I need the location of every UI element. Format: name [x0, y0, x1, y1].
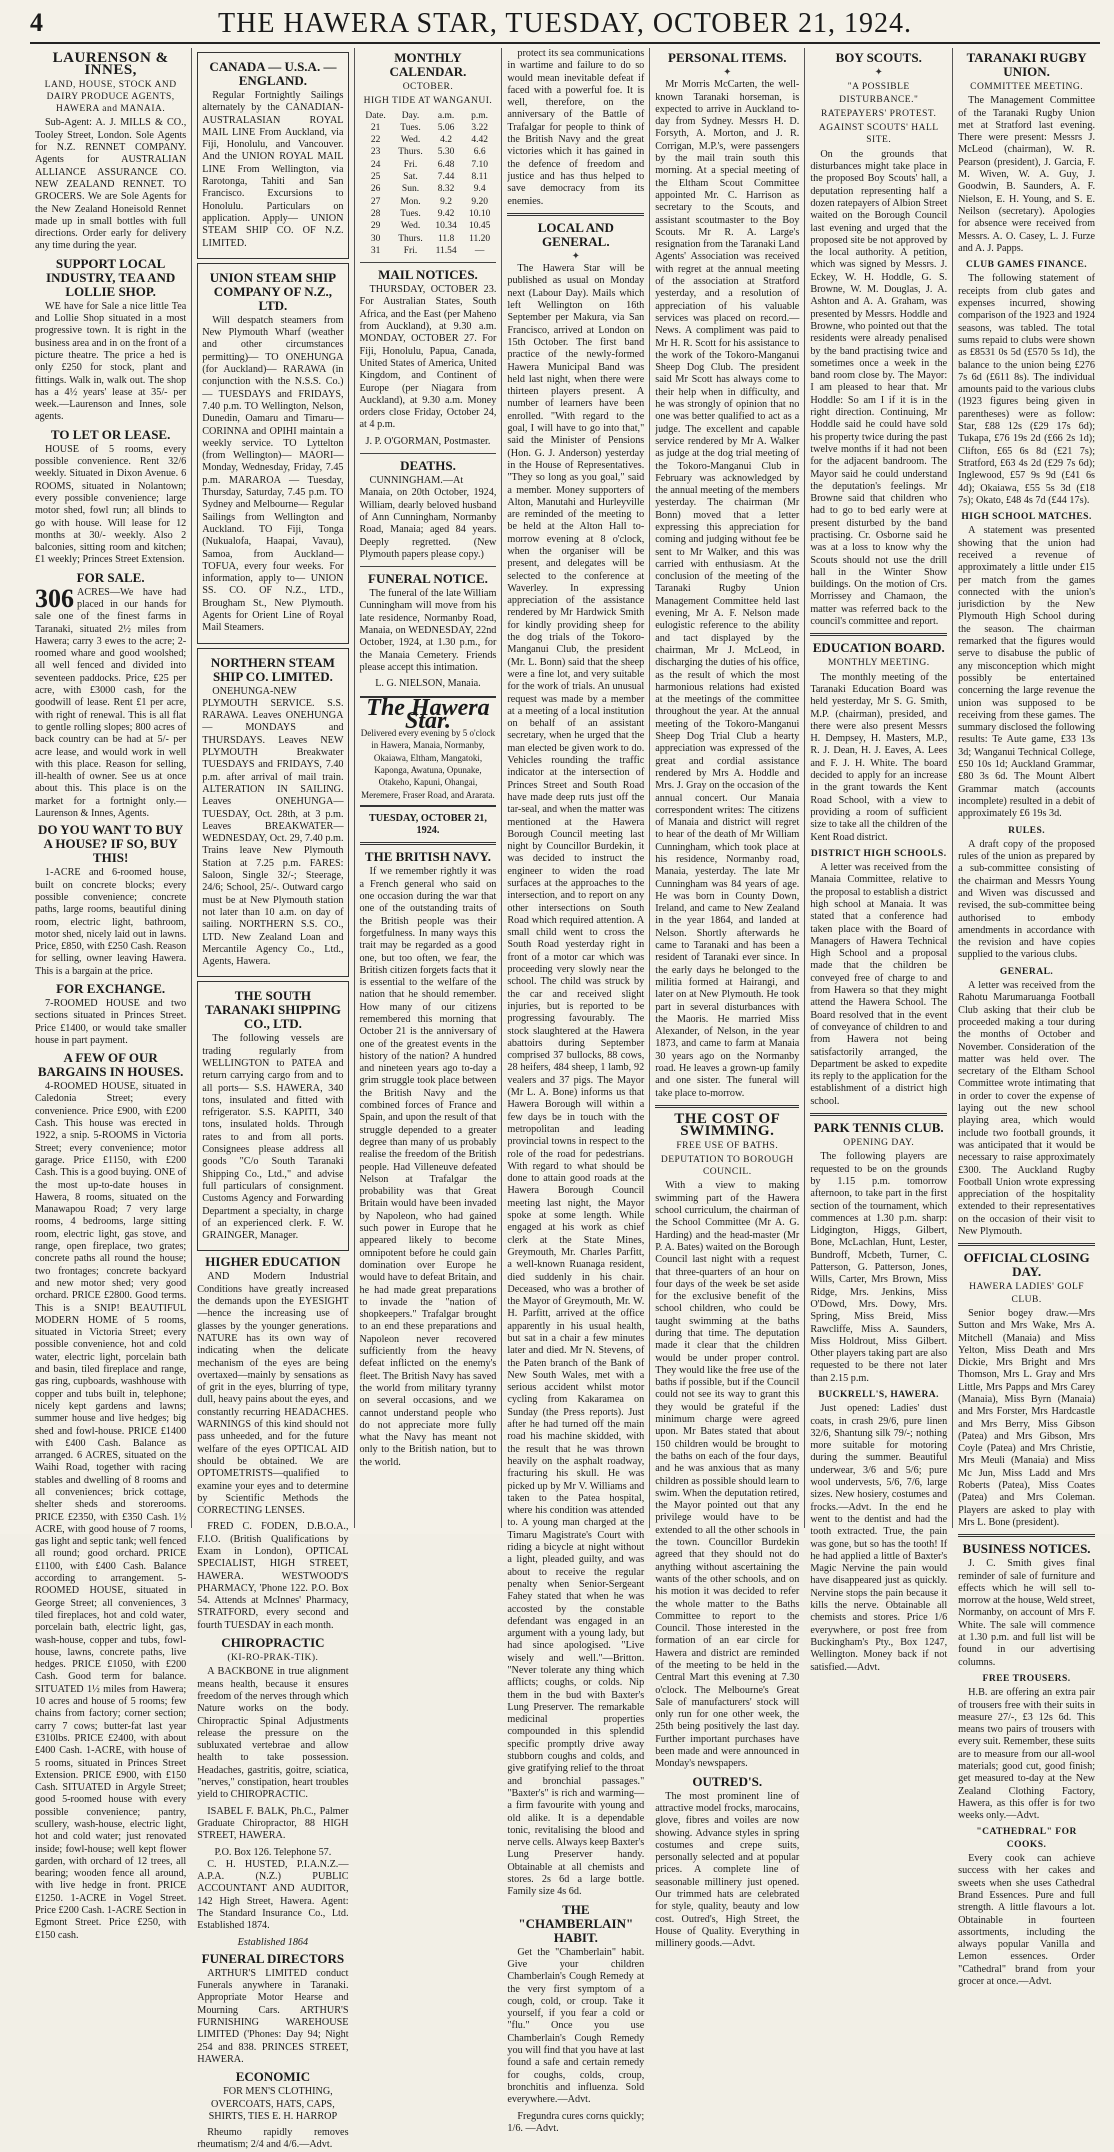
- article-text: On the grounds that disturbances might take place in the proposed Boy Scouts' hall, a deputation representing half a dozen ratepayers of Albion Street waited on the Borough Council last evening and urged that the proposed site be not approved by the local authority. A petition, which was signed by Messrs. J. Eckey, W. H. Hoddle, G. S. Browne, W. M. Douglas, J. A. Ashton and A. A. Graham, was presented by Messrs. Hoddle and Browne, who pointed out that the residents were already penalised by the band practising twice and sometimes once a week in the band room close by. The Mayor: I am pleased to hear that. Mr Hoddle: So am I if it is in the right direction. Continuing, Mr Hoddle said he could have sold his property twice during the past twelve months if it had not been for the adjacent bandroom. The Mayor said he could understand the deputation's feelings. Mr Browne said that children who had to go to bed early were at present disturbed by the band practising. Cr. Osborne said he was at a loss to know why the Scouts should not use the drill hall in the Winter Show buildings. On the motion of Crs. Morrissey and Chamaon, the matter was referred back to the council's committee and report.: [810, 148, 948, 628]
- advert-heading: HIGHER EDUCATION: [205, 1254, 341, 1270]
- article-subheading: HIGH SCHOOL MATCHES.: [961, 512, 1092, 523]
- advert-block: [35, 583, 187, 821]
- article-text: If we remember rightly it was a French general who said on one occasion during the war that one of the outstanding traits of the British people was their forgetfulness. In many ways this trait may be regarded as a good one, but too often, we fear, the British citizen forgets facts that it is essential to the welfare of the nation that he should remember. How many of our citizens remembered this morning that October 21 is the anniversary of one of the greatest events in the history of the nation? A hundred and nineteen years ago to-day a grim struggle took place between the British Navy and the combined forces of France and Spain, and upon the result of that struggle depended to a greater degree than many of us probably realise the freedom of the British people. Had Villeneuve defeated Nelson at Trafalgar the probability was that Great Britain would have been invaded by Napoleon, who had gained such power in Europe that he appeared likely to become omnipotent before he could gain domination over Europe he would have to defeat Britain, and he had made great preparations to invade the "nation of shopkeepers." Trafalgar brought to an end these preparations and Napoleon never recovered sufficiently from the heavy defeat inflicted on the enemy's fleet. The British Navy has saved the world from military tyranny on several occasions, and we cannot understand people who do not appreciate more fully what the Navy has meant not only to the British nation, but to the world.: [359, 866, 497, 1468]
- article-text: The Hawera Star will be published as usual on Monday next (Labour Day). Mails which left Wellington on 16th September per Makura, via San Francisco, arrived at London on 15th October. The first band practice of the newly-formed Hawera Municipal Band was held last night, when there were thirteen players present. A number of learners have been enrolled. "With regard to the goal, I will have to go into that," said the Minister of Pensions (Hon. G. J. Anderson) yesterday in the House of Representatives. "They so long as you goal," said a member. Money supporters of Alton, Manutahi and Hurleyville are reminded of the meeting to be held at the Alton Hall to-morrow evening at 8 o'clock, when the organiser will be present, and delegates will be selected to the conference at Waverley. In expressing appreciation of the assistance rendered by Mr Hardwick Smith for kindly providing sheep for the dog trials of the Tokoro-Manganui Club, the president (Mr. L. Bonn) said that the sheep were a fine lot, and very suitable for the work of trials. An unusual request was made by a member at a meeting of a local institution on behalf of an assistant secretary, when he urged that the man elected be given work to do. Vehicles rounding the traffic indicator at the intersection of Princes Street and South Road have made deep ruts just off the tar-seal, and when the matter was mentioned at the Hawera Borough Council meeting last night by Councillor Burdekin, it was decided to instruct the engineer to widen the road surfaces at the approaches to the intersection, and to report on any other intersections on South Road which required attention. A small child went to cross the South Road yesterday right in front of a motor car which was proceeding very slowly near the school. The child was struck by the car and received slight injuries, but is reported to be progressing favourably. The stock slaughtered at the Hawera abattoirs during September comprised 37 bullocks, 88 cows, 28 heifers, 484 sheep, 1 lamb, 92 vealers and 37 pigs. The Mayor (Mr L. A. Bone) informs us that Hawera Borough will within a few days be in touch with the metropolitan and leading provincial towns in respect to the role of the road for pedestrians. With regard to what should be done to attain good roads at the Hawera Borough Council meeting last night, the Mayor spoke at some length. While engaged at his work as chief clerk at the State Mines, Greymouth, Mr. Charles Parfitt, a well-known Ruanaga resident, died suddenly in his chair. Deceased, who was a brother of the Mayor of Greymouth, Mr. W. H. Parfitt, arrived at the office apparently in his usual health, but sat in a chair a few minutes later and died. Mr N. Stevens, of the Paten branch of the Bank of New South Wales, met with a serious accident whilst motor cycling from Kakaramea on Sunday (the Press reports). Just after he had turned off the main road his machine skidded, with the result that he was thrown heavily on the asphalt roadway, fracturing his skull. He was picked up by Mr V. Williams and taken to the Patea hospital, where his condition was attended to. A young man charged at the Timaru Magistrate's Court with riding a bicycle at night without a light, pleaded guilty, and was about to receive the regular penalty when Senior-Sergeant Fahey stated that when he was accosted by the constable defendant was engaged in an argument with a young lady, but had since apologised. "Live wisely and well."—Britton. "Never tolerate any thing which afflicts; coughs, or colds. Nip them in the bud with Baxter's Lung Preserver. The remarkable medicinal properties compounded in this splendid specific promptly drive away stubborn coughs and colds, and give gratifying relief to the throat and bronchial passages." "Baxter's" is rich and warming—a firm favourite with young and old alike. It is a dependable tonic, revitalising the blood and nerve cells. Always keep Baxter's Lung Preserver handy. Obtainable at all chemists and stores. 2s 6d a large bottle. Family size 4s 6d.: [507, 263, 645, 1898]
- advert-text: FRED C. FODEN, D.B.O.A., F.I.O. (British Qualifications by Exam in London), OPTICAL SPECIALIST, HIGH STREET, HAWERA. WESTWOOD'S PHARMACY, 'Phone 122. P.O. Box 54. Attends at McInnes' Pharmacy, STRATFORD, every second and fourth TUESDAY in each month.: [197, 1521, 349, 1631]
- tide-cell: 11.8: [437, 233, 455, 244]
- article-text: Senior bogey draw.—Mrs Sutton and Mrs Wake, Mrs A. Mitchell (Manaia) and Miss Yelton, Miss Death and Mrs Dickie, Mrs Bright and Mrs Thomson, Mrs L. Gray and Mrs Little, Mrs Papps and Mrs Carey (Manaia), Miss Byrn (Manaia) and Mrs Forster, Mrs Hardcastle and Mrs Berry, Miss Gibson (Patea) and Mrs Gibson, Mrs Coyle (Patea) and Mrs Christie, Mrs Meuli (Manaia) and Miss Mc Jun, Miss Ladd and Mrs Roberts (Patea), Miss Coates (Patea) and Mrs Coleman. Players are asked to play with Mrs L. Bone (president).: [958, 1307, 1096, 1528]
- article-text: The following statement of receipts from club gates and expenses incurred, showing comparison of the 1923 and 1924 seasons, was tabled. The total sums repaid to clubs were shown as £8531 0s 5d (£570 5s 1d), the balance to the union being £276 7s 6d (£611 8s). The individual amounts paid to the various clubs (1923 figures being given in parentheses) were as follow: Star, £88 12s (£29 17s 6d); Tukapa, £76 19s 2d (£66 2s 1d); Clifton, £65 6s 8d (£21 7s); Stratford, £63 4s 2d (£29 7s 6d); Inglewood, £57 9s 9d (£41 6s 4d); Okaiawa, £55 5s 3d (£18 7s); Okato, £48 4s 7d (£44 17s).: [958, 273, 1096, 506]
- column-4: protect its sea communications in wartime and failure to do so would mean inevitable defeat if faced with a powerful foe. It is well, therefore, on the anniversary of the Battle of Trafalgar for people to think of the British Navy and the great victories which it has gained in the defence of freedom and justice and has thus helped to save democracy from its enemies. LOCAL AND GENERAL. ✦ The Hawera Star will be published as usual on Monday next (Labour Day). Mails which left Wellington on 16th September per Makura, via San Francisco, arrived at London on 15th October. The first band practice of the newly-formed Hawera Municipal Band was held last night, when there were thirteen players present. A number of learners have been enrolled. "With regard to the goal, I will have to go into that," said the Minister of Pensions (Hon. G. J. Anderson) yesterday in the House of Representatives. "They so long as you goal," said a member. Money supporters of Alton, Manutahi and Hurleyville are reminded of the meeting to be held at the Alton Hall to-morrow evening at 8 o'clock, when the organiser will be present, and delegates will be selected to the conference at Waverley. In expressing appreciation of the assistance rendered by Mr Hardwick Smith for kindly providing sheep for the dog trials of the Tokoro-Manganui Club, the president (Mr. L. Bonn) said that the sheep were a fine lot, and very suitable for the work of trials. An unusual request was made by a member at a meeting of a local institution on behalf of an assistant secretary, when he urged that the man elected be given work to do. Vehicles rounding the traffic indicator at the intersection of Princes Street and South Road have made deep ruts just off the tar-seal, and when the matter was mentioned at the Hawera Borough Council meeting last night by Councillor Burdekin, it was decided to instruct the engineer to widen the road surfaces at the approaches to the intersection, and to report on any other intersections on South Road which required attention. A small child went to cross the South Road yesterday right in front of a motor car which was proceeding very slowly near the school. The child was struck by the car and received slight injuries, but is reported to be progressing favourably. The stock slaughtered at the Hawera abattoirs during September comprised 37 bullocks, 88 cows, 28 heifers, 484 sheep, 1 lamb, 92 vealers and 37 pigs. The Mayor (Mr L. A. Bone) informs us that Hawera Borough will within a few days be in touch with the metropolitan and leading provincial towns in respect to the role of the road for pedestrians. With regard to what should be done to attain good roads at the Hawera Borough Council meeting last night, the Mayor spoke at some length. While engaged at his work as chief clerk at the State Mines, Greymouth, Mr. Charles Parfitt, a well-known Ruanaga resident, died suddenly in his chair. Deceased, who was a brother of the Mayor of Greymouth, Mr. W. H. Parfitt, arrived at the office apparently in his usual health, but sat in a chair a few minutes later and died. Mr N. Stevens, of the Paten branch of the Bank of New South Wales, met with a serious accident whilst motor cycling from Kakaramea on Sunday (the Press reports). Just after he had turned off the main road his machine skidded, with the result that he was thrown heavily on the asphalt roadway, fracturing his skull. He was picked up by Mr V. Williams and taken to the Patea hospital, where his condition was attended to. A young man charged at the Timaru Magistrate's Court with riding a bicycle at night without a light, pleaded guilty, and was about to receive the regular penalty when Senior-Sergeant Fahey stated that when he was accosted by the constable defendant was engaged in an argument with a young lady, but had since apologised. "Live wisely and well."—Britton. "Never tolerate any thing which afflicts; coughs, or colds. Nip them in the bud with Baxter's Lung Preserver. The remarkable medicinal properties compounded in this splendid specific promptly drive away stubborn coughs and colds, and give gratifying relief to the throat and bronchial passages." "Baxter's" is rich and warming—a firm favourite with young and old alike. It is a dependable tonic, revitalising the blood and nerve cells. Always keep Baxter's Lung Preserver handy. Obtainable at all chemists and stores. 2s 6d a large bottle. Family size 4s 6d. THE "CHAMBERLAIN" HABIT. Get the "Chamberlain" habit. Give your children Chamberlain's Cough Remedy at the very first symptom of a cough, cold, or croup. Take it yourself, if you fear a cold or "flu." Once you use Chamberlain's Cough Remedy you will find that you have at last found a safe and certain remedy for coughs, colds, croup, bronchitis and influenza. Sold everywhere.—Advt. Fregundra cures corns quickly; 1/6. —Advt.: [501, 48, 649, 1528]
- calendar-heading: MONTHLY CALENDAR.: [389, 50, 467, 79]
- tide-cell: Mon.: [400, 196, 421, 207]
- article-heading: TARANAKI RUGBY UNION.: [966, 50, 1087, 79]
- article-heading: PARK TENNIS CLUB.: [813, 1120, 944, 1136]
- tide-cell: 31: [370, 245, 381, 256]
- column-2: [191, 48, 353, 2151]
- article-text: Every cook can achieve success with her cakes and sweets when she uses Cathedral Brand Essences. Pure and full strength. A little flavours a lot. Obtainable in fourteen assortments, including the always popular Vanilla and Lemon essences. Order "Cathedral" brand from your grocer at once.—Advt.: [958, 1853, 1096, 1988]
- advert-text: 4-ROOMED HOUSE, situated in Caledonia Street; every convenience. Price £900, with £200 Cash. This house was erected in 1922, a snip. 5-ROOMS in Victoria Street; every convenience; motor garage. Price £1150, with £200 Cash. This is a good buying. ONE of the most up-to-date houses in Hawera, 8 rooms, situated on the Manawapou Road; 7 very large rooms, 4 bedrooms, large sitting room, electric light, gas stove, and range, open fireplace, two grates; concrete paths all round the house; two frontages; concrete backyard and new motor shed; very good orchard. PRICE £2800. Good terms. This is a SNIP! BEAUTIFUL MODERN HOME of 5 rooms, situated in Victoria Street; every possible convenience, hot and cold water, electric light, porcelain bath and basin, tiled fireplace and range, gas ring, cupboards, washhouse with copper and tubs built in, telephone; nicely kept gardens and lawns; summer house and live hedges; big shed and fowl-house. PRICE £1400 with £400 Cash. Balance as arranged. 6 ACRES, situated on the Waihi Road, together with racing stables and dwelling of 8 rooms and all conveniences; brick cottage, shelter sheds and storerooms. PRICE £2350, with £350 Cash. 1½ ACRE, with good house of 7 rooms, gas light and septic tank; well fenced all round; good orchard. PRICE £1100, with £400 Cash. Balance according to arrangement. 5-ROOMED HOUSE, situated in George Street; all conveniences, 3 tiled fireplaces, hot and cold water, porcelain bath, electric light, gas, wash-house, copper and tubs, fowl-house, lawns, concrete paths, live hedges. PRICE £1050, with £200 Cash. Good term for balance. SITUATED 1½ miles from Hawera; 10 acres and house of 5 rooms; few chains from factory; corner section; carry 7 cows; butter-fat last year £310lbs. PRICE £2400, with about £400 Cash. 1-ACRE, with house of 5 rooms, situated in Princes Street Extension. PRICE £900, with £150 Cash. SITUATED in Argyle Street; good 5-roomed house with every possible convenience; pantry, scullery, wash-house, electric light, hot and cold water; just renovated inside; fowl-house; well kept flower garden, with orchard of 12 trees, all bearing; wooden fence all around, with live hedge in front. PRICE £1250. 1-ACRE in Vogel Street. Price £200 Cash. 1-ACRE Section in Egmont Street. Price £250, with £150 cash.: [35, 1081, 187, 1941]
- article-heading: EDUCATION BOARD.: [812, 640, 945, 656]
- notice-text: THURSDAY, OCTOBER 23. For Australian States, South Africa, and the East (per Maheno from Auckland), at 9.30 a.m. MONDAY, OCTOBER 27. For Fiji, Honolulu, Papua, Canada, United States of America, United Kingdom, and Continent of Europe (per Niagara from Auckland), at 9.30 a.m. Money orders close Friday, October 24, at 4 p.m.: [359, 284, 497, 431]
- article-subheading: OPENING DAY.: [843, 1138, 915, 1149]
- star-masthead: [360, 696, 497, 806]
- advert-subheading: (KI-RO-PRAK-TIK).: [227, 1653, 319, 1664]
- article-subheading: COMMITTEE MEETING.: [970, 82, 1084, 92]
- article-text: Fregundra cures corns quickly; 1/6. —Advt.: [507, 2110, 645, 2134]
- article-text: A letter was received from the Rahotu Marumaruanga Football Club asking that their club be proceeded making a tour during the months of October and November. Consideration of the matter was held over. The secretary of the Eltham School Committee wrote intimating that in order to cover the expense of laying out the new school playing area, which would include two football grounds, it was anticipated that it would be necessary to raise approximately £300. The Auckland Rugby Football Union wrote expressing appreciation of the hospitality extended to their representatives on the occasion of their visit to New Plymouth.: [958, 980, 1096, 1238]
- tide-cell: 11.20: [469, 233, 491, 244]
- tide-cell: 26: [370, 184, 381, 195]
- article-text: protect its sea communications in wartime and failure to do so would mean inevitable defeat if faced with a powerful foe. It is well, therefore, on the anniversary of the Battle of Trafalgar for people to think of the British Navy and the great victories which it has gained in the defence of freedom and justice and has thus helped to save democracy from its enemies.: [507, 48, 645, 207]
- notice-signature: J. P. O'GORMAN, Postmaster.: [365, 435, 491, 447]
- advert-text: ONEHUNGA-NEW PLYMOUTH SERVICE. S.S. RARAWA. Leaves ONEHUNGA— MONDAYS and THURSDAYS. Leaves NEW PLYMOUTH Breakwater TUESDAYS and FRIDAYS, 7.40 p.m. after arrival of mail train. ALTERATION IN SAILING. Leaves ONEHUNGA— TUESDAY, Oct. 28th, at 3 p.m. Leaves BREAKWATER— WEDNESDAY, Oct. 29, 7.40 p.m. Trains leave New Plymouth Station at 7.25 p.m. FARES: Saloon, Single 32/-; Steerage, 24/6; School, 25/-. Outward cargo must be at New Plymouth station not later than 10 a.m. on day of sailing. NORTHERN S.S. CO., LTD. New Zealand Loan and Mercantile Agency Co., Ltd., Agents, Hawera.: [202, 685, 344, 968]
- tide-cell: —: [474, 245, 485, 256]
- tide-row: [360, 122, 497, 134]
- advert-text: Rheumo rapidly removes rheumatism; 2/4 and 4/6.—Advt.: [197, 2127, 349, 2151]
- advert-heading: LAURENSON & INNES,: [52, 50, 169, 79]
- notice-heading: DEATHS.: [400, 458, 456, 474]
- advert-heading: FOR EXCHANGE.: [56, 981, 166, 996]
- article-text: The most prominent line of attractive model frocks, marocains, glove, fibres and voiles are now showing. Advance styles in spring costumes and crepe suits, personally selected and at popular prices. A complete line of seasonable millinery just opened. Our trimmed hats are celebrated for style, quality, beauty and low cost. Outred's, High Street, the House of Quality. Everything in millinery goods.—Advt.: [655, 1790, 800, 1950]
- tide-cell: Sun.: [401, 184, 420, 195]
- article-heading: THE "CHAMBERLAIN" HABIT.: [518, 1901, 634, 1945]
- article-text: The following players are requested to be on the grounds by 1.15 p.m. tomorrow afternoon, to take part in the first section of the tournament, which commences at 1.30 p.m. sharp: Lidgington, Higgs, Gilbert, Bone, McLachlan, Hunt, Lester, Bundroff, Mcbeth, Turner, C. Patterson, G. Patterson, Jones, Wills, Carter, Mrs Brown, Miss Ridge, Mrs. Jenkins, Miss O'Dowd, Mrs. Dowy, Mrs. Spring, Miss Breid, Miss Rawcliffe, Miss A. Saunders, Miss Holdrout, Miss Gilbert. Other players taking part are also requested to be there not later than 2.15 p.m.: [810, 1151, 948, 1384]
- article-text: With a view to making swimming part of the Hawera school curriculum, the chairman of the School Committee (Mr A. G. Harding) and the head-master (Mr P. A. Bates) waited on the Borough Council last night with a request that three-quarters of an hour on four days of the week be set aside for the exclusive benefit of the school children, who could be taught swimming at the baths during that time. The deputation made it clear that the children would be under proper control. They would like the free use of the baths if possible, but if the Council could not see its way to grant this they would be grateful if the minimum charge were agreed upon. Mr Bates stated that about 150 children would be brought to the baths on each of the four days, and he was anxious that as many children as possible should learn to swim. When the deputation retired, the Mayor pointed out that any privilege would have to be extended to all the other schools in the town. Councillor Burdekin agreed that they should not do anything without ascertaining the wants of the other schools, and on his motion it was decided to refer the whole matter to the Baths Committee to report to the Council. Those interested in the formation of an ear circle for Hawera and district are reminded of the meeting to be held in the Central Mart this evening at 7.30 o'clock. The Melbourne's Great Sale of manufacturers' stock will only run for one other week, the 25th being positively the last day. Further important purchases have been made and were announced in Monday's newspapers.: [655, 1180, 800, 1770]
- article-heading: PERSONAL ITEMS.: [668, 50, 787, 65]
- newspaper-title: THE HAWERA STAR, TUESDAY, OCTOBER 21, 1924.: [218, 8, 912, 39]
- advert-text: A BACKBONE in true alignment means health, because it ensures freedom of the nerves through which Nature works on the body. Chiropractic Spinal Adjustments release the pressure on the subluxated vertebrae and allow health to take possession. Headaches, gastritis, goitre, sciatica, "nerves," constipation, heart troubles yield to CHIROPRACTIC.: [197, 1666, 349, 1801]
- article-subheading: GENERAL.: [999, 966, 1054, 977]
- tide-col-header: p.m.: [471, 110, 489, 121]
- article-subheading: RULES.: [1008, 825, 1046, 836]
- tide-cell: 5.06: [437, 122, 455, 133]
- tide-row: [360, 220, 497, 232]
- tide-cell: Fri.: [403, 245, 418, 256]
- tide-cell: 7.10: [471, 159, 488, 170]
- article-subheading: CLUB GAMES FINANCE.: [966, 260, 1088, 271]
- tide-row: [360, 183, 497, 195]
- tide-cell: Tues.: [400, 208, 421, 219]
- tide-cell: Wed.: [400, 221, 421, 232]
- calendar-month: OCTOBER.: [402, 82, 454, 92]
- tide-cell: 5.30: [437, 147, 455, 158]
- advert-text: Will despatch steamers from New Plymouth Wharf (weather and other circumstances permitting)— TO ONEHUNGA (for Auckland)— RARAWA (in conjunction with the N.S.S. Co.)— TUESDAYS and FRIDAYS, 7.40 p.m. TO Wellington, Nelson, Dunedin, Oamaru and Timaru— CORINNA and OPIHI maintain a weekly service. TO Lyttelton (from Wellington)— MAORI—Monday, Wednesday, Friday, 7.45 p.m. MARAROA — Tuesday, Thursday, Saturday, 7.45 p.m. TO Sydney and Melbourne— Regular Sailings from Wellington and Auckland. TO Fiji, Tonga (Nukualofa, Haapai, Vavau), Samoa, from Auckland— TOFUA, every four weeks. For information, apply to— UNION SS. CO. OF N.Z., LTD., Brougham St., New Plymouth. Agents for Orient Line of Royal Mail Steamers.: [202, 314, 344, 634]
- tide-cell: Thurs.: [398, 147, 423, 158]
- article-heading: LOCAL AND GENERAL.: [537, 219, 614, 249]
- article-heading: BOY SCOUTS.: [835, 50, 922, 65]
- article-subheading: FREE TROUSERS.: [982, 1673, 1071, 1684]
- notice-heading: FUNERAL NOTICE.: [368, 571, 488, 587]
- column-5: PERSONAL ITEMS. ✦ Mr Morris McCarten, the well-known Taranaki horseman, is expected to arrive in Auckland to-day from Sydney. Messrs H. D. Forsyth, A. Morton, and J. R. Corrigan, M.P.'s, were passengers by the mail train south this morning. At a special meeting of the Eltham Scout Committee appointed Mr. C. Harrison as secretary to the Scouts, and assistant scoutmaster to the Boy Scouts. Mr R. A. Large's resignation from the Taranaki Land Agents' Association was received with regret at the annual meeting of the association at Stratford yesterday, and a resolution of appreciation of his valuable services was placed on record.—News. A compliment was paid to Mr H. R. Scott for his assistance to the work of the Tokoro-Manganui Sheep Dog Club. The president said Mr Scott has always come to their help when in difficulty, and he was strongly of opinion that no one was better qualified to act as a judge. The excellent and capable service rendered by Mr A. Walker as judge at the dog trial meeting of the Tokoro-Manganui Club in February was acknowledged by the annual meeting of the members yesterday. The chairman (Mr Bonn) moved that a letter expressing this appreciation for coming and judging without fee be sent to Mr Walker, and this was carried with enthusiasm. At the conclusion of the meeting of the Taranaki Rugby Union Management Committee held last evening, Mr A. F. Nelson made eulogistic reference to the ability and tact displayed by the chairman, Mr J. McLeod, in discharging the duties of his office, as the result of which the most harmonious relations had existed at the meetings of the committee throughout the year. At the annual meeting of the Tokoro-Manganui Sheep Dog Trial Club a hearty appreciation was expressed of the great and cordial assistance rendered by Mrs A. Hoddle and Mrs. J. Gray on the occasion of the annual concert. Our Manaia correspondent writes: The citizens of Manaia and district will regret to hear of the death of Mr William Cunningham, which took place at his residence, Normanby road, Manaia, yesterday. The late Mr Cunningham was 84 years of age. He was born in County Down, Ireland, and came to New Zealand in the year 1864, and landed at Nelson. Shortly afterwards he came to Taranaki and has been a resident of Taranaki ever since. In the early days he belonged to the militia formed at Hairangi, and later on at New Plymouth. He took part in several disturbances with the Maoris. He married Miss Alexander, of Nelson, in the year 1873, and came to farm at Manaia 30 years ago on the Normanby road. He leaves a grown-up family and one sister. The funeral will take place to-morrow. THE COST OF SWIMMING. FREE USE OF BATHS. DEPUTATION TO BOROUGH COUNCIL. With a view to making swimming part of the Hawera school curriculum, the chairman of the School Committee (Mr A. G. Harding) and the head-master (Mr P. A. Bates) waited on the Borough Council last night with a request that three-quarters of an hour on four days of the week be set aside for the exclusive benefit of the school children, who could be taught swimming at the baths during that time. The deputation made it clear that the children would be under proper control. They would like the free use of the baths if possible, but if the Council could not see its way to grant this they would be grateful if the minimum charge were agreed upon. Mr Bates stated that about 150 children would be brought to the baths on each of the four days, and he was anxious that as many children as possible should learn to swim. When the deputation retired, the Mayor pointed out that any privilege would have to be extended to all the other schools in the town. Councillor Burdekin agreed that they should not do anything without ascertaining the wants of the other schools, and on his motion it was decided to refer the whole matter to the Baths Committee to report to the Council. Those interested in the formation of an ear circle for Hawera and district are reminded of the meeting to be held in the Central Mart this evening at 7.30 o'clock. The Melbourne's Great Sale of manufacturers' stock will only run for one other week, the 25th being positively the last day. Further important purchases have been made and were announced in Monday's newspapers. OUTRED'S. The most prominent line of attractive model frocks, marocains, glove, fibres and voiles are now showing. Advance styles in spring costumes and crepe suits, personally selected and at popular prices. A complete line of seasonable millinery just opened. Our trimmed hats are celebrated for style, quality, beauty and low cost. Outred's, High Street, the House of Quality. Everything in millinery goods.—Advt.: [649, 48, 804, 1528]
- advert-text: WE have for Sale a nice little Tea and Lollie Shop situated in a most progressive town. It is right in the business area and in on the front of a picture theatre. The price a hed is only £250 for stock, plant and fittings. Walk in, walk out. The shop has a 4½ years' lease at 35/- per week.—Laurenson and Innes, sole agents.: [35, 300, 187, 423]
- tide-row: [360, 245, 497, 257]
- column-1: [30, 48, 191, 1941]
- advert-box: [197, 981, 348, 1251]
- article-heading: BUSINESS NOTICES.: [962, 1541, 1091, 1557]
- article-subheading: "CATHEDRAL" FOR COOKS.: [976, 1827, 1077, 1850]
- tide-cell: 21: [370, 122, 381, 133]
- column-3: [354, 48, 502, 1528]
- advert-text: AND Modern Industrial Conditions have greatly increased the demands upon the EYESIGHT—hence the increasing use of glasses by the younger generations. NATURE has its own way of indicating when the delicate mechanism of the eyes are being overtaxed—mainly by sensations as of grit in the eyes, blurring of type, dull, heavy pains about the eyes, and constantly recurring HEADACHES. WARNINGS of this kind should not pass unheeded, and for the future welfare of the eyes OPTICAL AID should be obtained. We are OPTOMETRISTS—qualified to examine your eyes and to determine by Scientific Methods the CORRECTING LENSES.: [197, 1271, 349, 1517]
- advert-box: [197, 263, 348, 644]
- tide-cell: 8.11: [471, 172, 488, 183]
- tide-cell: 8.32: [437, 184, 455, 195]
- tide-cell: 3.22: [471, 122, 488, 133]
- article-heading: THE COST OF SWIMMING.: [674, 1110, 781, 1140]
- article-subheading: HAWERA LADIES' GOLF CLUB.: [969, 1282, 1085, 1305]
- tide-cell: 9.42: [437, 208, 455, 219]
- advert-text: The following vessels are trading regularly from WELLINGTON to PATEA and return carrying cargo from and to all ports— S.S. HAWERA, 340 tons, insulated and fitted with refrigerator. S.S. KAPITI, 340 tons, insulated holds. Through rates to and from all ports. Consignees please address all goods "C/o South Taranaki Shipping Co., Ltd.," and advise full particulars of consignment. Customs Agency and Forwarding Department a specialty, in charge of an experienced clerk. F. W. GRAINGER, Manager.: [202, 1033, 344, 1242]
- star-delivery: Delivered every evening by 5 o'clock in Hawera, Manaia, Normanby, Okaiawa, Eltham, Mangatoki, Kaponga, Awatuna, Opunake, Otakeho, Kapuni, Ohangai, Meremere, Fraser Road, and Ararata.: [360, 728, 496, 800]
- advert-heading: UNION STEAM SHIP COMPANY OF N.Z., LTD.: [209, 269, 337, 313]
- tide-cell: 25: [370, 172, 381, 183]
- tide-cell: 4.2: [440, 135, 453, 146]
- tide-cell: 23: [370, 147, 381, 158]
- article-text: A draft copy of the proposed rules of the union as prepared by a sub-committee consisting of the chairman and Messrs Young and Wiven was discussed and revised, the sub-committee being authorised to embody amendments in accordance with the revision and have copies supplied to the various clubs.: [958, 838, 1096, 961]
- advert-heading: DO YOU WANT TO BUY A HOUSE? IF SO, BUY THIS!: [38, 822, 184, 866]
- tide-row: [360, 208, 497, 220]
- advert-text: Sub-Agent: A. J. MILLS & CO., Tooley Street, London. Sole Agents for N.Z. RENNET COMPANY. Agents for AUSTRALIAN ALLIANCE ASSURANCE CO. NEW ZEALAND RENNET. TO GROCERS. We are Sole Agents for the New Zealand Honeisold Rennet made up in small bottles with full directions. Order early for delivery any time during the year.: [35, 117, 187, 252]
- article-subheading: DEPUTATION TO BOROUGH COUNCIL.: [660, 1154, 794, 1178]
- tide-cell: 10.10: [468, 208, 491, 219]
- advert-heading: CHIROPRACTIC: [221, 1635, 325, 1651]
- article-heading: THE BRITISH NAVY.: [364, 849, 491, 865]
- advert-text: ARTHUR'S LIMITED conduct Funerals anywhere in Taranaki. Appropriate Motor Hearse and Mourning Cars. ARTHUR'S FURNISHING WAREHOUSE LIMITED ('Phones: Day 94; Night 254 and 838. PRINCES STREET, HAWERA.: [197, 1967, 349, 2065]
- tide-cell: 9.4: [473, 184, 486, 195]
- tide-row: [360, 159, 497, 171]
- article-text: A statement was presented showing that the union had received a revenue of approximately a little under £15 per match from the games connected with the union's jurisdiction by the New Plymouth High School during the season. The chairman remarked that the figures would serve to disabuse the public of any misconception which might possibly be entertained concerning the large revenue the union was supposed to be receiving from these games. The summary disclosed the following results: Te Aute game, £33 13s 3d; Wanganui Technical College, £50 10s 1d; Auckland Grammar, £80 3s 6d. The Mount Albert Grammar match (accounts incomplete) resulted in a debit of approximately £6 19s 3d.: [958, 525, 1096, 820]
- acreage-number: 306: [35, 583, 74, 613]
- tide-row: [360, 196, 497, 208]
- editorial-date: TUESDAY, OCTOBER 21, 1924.: [368, 812, 487, 837]
- tide-cell: 9.20: [471, 196, 488, 207]
- tide-row: [360, 171, 497, 183]
- advert-box: [197, 52, 348, 259]
- tide-cell: Tues.: [400, 122, 421, 133]
- advert-heading: CANADA — U.S.A. — ENGLAND.: [209, 59, 337, 88]
- tide-cell: 27: [370, 196, 381, 207]
- advert-text: 1-ACRE and 6-roomed house, built on concrete blocks; every possible convenience; concrete paths, large rooms, beautiful dining room, electric light, bathroom, motor shed, nicely laid out in lawns. Price, £850, with £250 Cash. Reason for selling, owner leaving Hawera. This is a bargain at the price.: [35, 867, 187, 977]
- advert-heading: A FEW OF OUR BARGAINS IN HOUSES.: [37, 1050, 184, 1080]
- advert-subheading: LAND, HOUSE, STOCK AND DAIRY PRODUCE AGENTS, HAWERA and MANAIA.: [44, 79, 177, 115]
- calendar-subheading: HIGH TIDE AT WANGANUI.: [363, 96, 493, 107]
- advert-text: HOUSE of 5 rooms, every possible convenience. Rent 32/6 weekly. Situated in Dixon Avenue. 6 ROOMS, situated in Nolantown; every possible convenience; large motor shed, fowl run; all blinds to go with house. Will lease for 12 months at 30/- weekly. Also 2 balconies, sitting room and kitchen; £1 weekly; Princes Street Extension.: [35, 443, 187, 566]
- tide-col-header: a.m.: [437, 110, 455, 121]
- article-subheading: RATEPAYERS' PROTEST.: [821, 108, 937, 119]
- tide-cell: 6.48: [437, 159, 455, 170]
- advert-heading: NORTHERN STEAM SHIP CO. LIMITED.: [210, 654, 335, 684]
- tide-row: [360, 146, 497, 158]
- tide-cell: 9.2: [440, 196, 453, 207]
- notice-text: The funeral of the late William Cunningham will move from his late residence, Normanby Road, Manaia, on WEDNESDAY, 22nd October, 1924, at 1.30 p.m., for the Manaia Cemetery. Friends please accept this intimation.: [359, 588, 497, 673]
- advert-heading: FOR SALE.: [76, 569, 145, 585]
- article-text: The Management Committee of the Taranaki Rugby Union met at Stratford last evening. There were present: Messrs J. McLeod (chairman), W. R. Pearson (president), J. Garcia, F. M. Wiven, W. A. Guy, J. Goodwin, B. Saunders, A. F. Nielson, E. H. Young, and S. E. Neilson (secretary). Apologies for absence were received from Messrs. A. O. Casey, L. J. Furze and A. J. Papps.: [958, 95, 1096, 254]
- tide-table: [360, 110, 497, 258]
- masthead: [30, 6, 1100, 44]
- advert-line: P.O. Box 126. Telephone 57.: [214, 1846, 332, 1858]
- tide-cell: 10.34: [435, 221, 457, 232]
- advert-heading: THE SOUTH TARANAKI SHIPPING CO., LTD.: [204, 988, 341, 1032]
- tide-cell: Wed.: [400, 135, 421, 146]
- tide-cell: 4.42: [471, 135, 488, 146]
- page-number: 4: [30, 8, 43, 37]
- advert-heading: TO LET OR LEASE.: [50, 426, 171, 442]
- article-text: Get the "Chamberlain" habit. Give your children Chamberlain's Cough Remedy at the very first symptom of a cough, cold, or croup. Take it yourself, if you fear a cold or "flu." Once you use Chamberlain's Cough Remedy you will find that you have at last found a safe and certain remedy for coughs, colds, croup, bronchitis and influenza. Sold everywhere.—Advt.: [507, 1946, 645, 2106]
- tide-cell: 24: [370, 159, 381, 170]
- article-text: H.B. are offering an extra pair of trousers free with their suits in measure 27/-, £3 12s 6d. This means two pairs of trousers with every suit. Remember, these suits are to measure from our all-wool materials; good cut, good finish; get measured to-day at the New Zealand Clothing Factory, Hawera, as this offer is for two weeks only.—Advt.: [958, 1687, 1096, 1822]
- tide-cell: 10.45: [468, 221, 491, 232]
- column-6: BOY SCOUTS. ✦ "A POSSIBLE DISTURBANCE." RATEPAYERS' PROTEST. AGAINST SCOUTS' HALL SITE. On the grounds that disturbances might take place in the proposed Boy Scouts' hall, a deputation representing half a dozen ratepayers of Albion Street waited on the Borough Council last evening and urged that the proposed site be not approved by the local authority. A petition, which was signed by Messrs. J. Eckey, W. H. Hoddle, G. S. Browne, W. M. Douglas, J. A. Ashton and A. A. Graham, was presented by Messrs. Hoddle and Browne, who pointed out that the residents were already penalised by the band practising twice and sometimes once a week in the band room close by. The Mayor: I am pleased to hear that. Mr Hoddle: So am I if it is in the right direction. Continuing, Mr Hoddle said he could have sold his property twice during the past twelve months if it had not been for the adjacent bandroom. The Mayor said he could understand the deputation's feelings. Mr Browne said that children who had to go to bed early were at present disturbed by the band practising. Cr. Osborne said he was at a loss to know why the Scouts should not use the drill hall in the Winter Show buildings. On the motion of Crs. Morrissey and Chamaon, the matter was referred back to the council's committee and report. EDUCATION BOARD. MONTHLY MEETING. The monthly meeting of the Taranaki Education Board was held yesterday, Mr S. G. Smith, M.P. (chairman), presided, and there were also present Messrs H. Dempsey, H. Masters, M.P., R. J. Dean, H. J. Eaves, A. Lees and F. J. H. White. The board decided to apply for an increase in the grant towards the Kent Road School, with a view to providing a room of sufficient size to take all the children of the Kent Road district. DISTRICT HIGH SCHOOLS. A letter was received from the Manaia Committee, relative to the proposal to establish a district high school at Manaia. It was stated that a conference had taken place with the Board of Managers of Hawera Technical High School and a proposal made that the children be conveyed free of charge to and from Hawera so that they might attend the Hawera School. The Board resolved that in the event of conveyance of children to and from Hawera not being satisfactorily arranged, the Department be asked to expedite its reply to the application for the establishment of a district high school. PARK TENNIS CLUB. OPENING DAY. The following players are requested to be on the grounds by 1.15 p.m. tomorrow afternoon, to take part in the first section of the tournament, which commences at 1.30 p.m. sharp: Lidgington, Higgs, Gilbert, Bone, McLachlan, Hunt, Lester, Bundroff, Mcbeth, Turner, C. Patterson, G. Patterson, Jones, Wills, Carter, Mrs Brown, Miss Ridge, Mrs. Jenkins, Miss O'Dowd, Mrs. Dowy, Mrs. Spring, Miss Breid, Miss Rawcliffe, Miss A. Saunders, Miss Holdrout, Miss Gilbert. Other players taking part are also requested to be there not later than 2.15 p.m. BUCKRELL'S, HAWERA. Just opened: Ladies' dust coats, in crash 29/6, pure linen 32/6, Shantung silk 79/-; nothing more suitable for motoring during the summer. Beautiful underwear, 3/6 and 5/6; pure wool undervests, 5/6, 7/6, large sizes. New hosiery, costumes and frocks.—Advt. In the end he went to the dentist and had the tooth extracted. True, the pain was gone, but so has the tooth! If he had applied a little of Baxter's Magic Nervine the pain would have disappeared just as quickly. Nervine stops the pain because it kills the nerve. Obtainable all chemists and stores. Price 1/6 everywhere, or post free from Buckingham's Pty., Box 1247, Wellington. Money back if not satisfied.—Advt.: [804, 48, 952, 1528]
- article-text: The monthly meeting of the Taranaki Education Board was held yesterday, Mr S. G. Smith, M.P. (chairman), presided, and there were also present Messrs H. Dempsey, H. Masters, M.P., R. J. Dean, H. J. Eaves, A. Lees and F. J. H. White. The board decided to apply for an increase in the grant towards the Kent Road School, with a view to providing a room of sufficient size to take all the children of the Kent Road district.: [810, 671, 948, 843]
- advert-line: Established 1864: [237, 1936, 309, 1948]
- article-subheading: DISTRICT HIGH SCHOOLS.: [810, 848, 947, 859]
- article-text: Mr Morris McCarten, the well-known Taranaki horseman, is expected to arrive in Auckland to-day from Sydney. Messrs H. D. Forsyth, A. Morton, and J. R. Corrigan, M.P.'s, were passengers by the mail train south this morning. At a special meeting of the Eltham Scout Committee appointed Mr. C. Harrison as secretary to the Scouts, and assistant scoutmaster to the Boy Scouts. Mr R. A. Large's resignation from the Taranaki Land Agents' Association was received with regret at the annual meeting of the association at Stratford yesterday, and a resolution of appreciation of his valuable services was placed on record.—News. A compliment was paid to Mr H. R. Scott for his assistance to the work of the Tokoro-Manganui Sheep Dog Club. The president said Mr Scott has always come to their help when in difficulty, and he was strongly of opinion that no one was better qualified to act as a judge. The excellent and capable service rendered by Mr A. Walker as judge at the dog trial meeting of the Tokoro-Manganui Club in February was acknowledged by the annual meeting of the members yesterday. The chairman (Mr Bonn) moved that a letter expressing this appreciation for coming and judging without fee be sent to Mr Walker, and this was carried with enthusiasm. At the conclusion of the meeting of the Taranaki Rugby Union Management Committee held last evening, Mr A. F. Nelson made eulogistic reference to the ability and tact displayed by the chairman, Mr J. McLeod, in discharging the duties of his office, as the result of which the most harmonious relations had existed at the meetings of the committee throughout the year. At the annual meeting of the Tokoro-Manganui Sheep Dog Trial Club a hearty appreciation was expressed of the great and cordial assistance rendered by Mrs A. Hoddle and Mrs. J. Gray on the occasion of the annual concert. Our Manaia correspondent writes: The citizens of Manaia and district will regret to hear of the death of Mr William Cunningham, which took place at his residence, Normanby road, Manaia, yesterday. The late Mr Cunningham was 84 years of age. He was born in County Down, Ireland, and came to New Zealand in the year 1864, and landed at Nelson. Shortly afterwards he came to Taranaki and has been a resident of Taranaki ever since. In the early days he belonged to the militia formed at Hairangi, and later on at New Plymouth. He took part in several disturbances with the Maoris. He married Miss Alexander, of Nelson, in the year 1873, and came to farm at Manaia 30 years ago on the Normanby road. He leaves a grown-up family and one sister. The funeral will take place to-morrow.: [655, 79, 800, 1099]
- tide-cell: 29: [370, 221, 381, 232]
- tide-cell: 30: [370, 233, 381, 244]
- tide-cell: Fri.: [403, 159, 418, 170]
- star-title: The Hawera Star.: [366, 695, 490, 734]
- tide-col-header: Date.: [365, 110, 386, 121]
- tide-cell: 11.54: [435, 245, 457, 256]
- tide-table-body: [360, 122, 497, 257]
- tide-cell: 7.44: [437, 172, 455, 183]
- tide-row: [360, 134, 497, 146]
- tide-cell: 6.6: [473, 147, 486, 158]
- notice-signature: L. G. NIELSON, Manaia.: [375, 678, 481, 690]
- column-7: [952, 48, 1100, 1988]
- article-text: A letter was received from the Manaia Committee, relative to the proposal to establish a district high school at Manaia. It was stated that a conference had taken place with the Board of Managers of Hawera Technical High School and a proposal made that the children be conveyed free of charge to and from Hawera so that they might attend the Hawera School. The Board resolved that in the event of conveyance of children to and from Hawera not being satisfactorily arranged, the Department be asked to expedite its reply to the application for the establishment of a district high school.: [810, 862, 948, 1107]
- article-text: Just opened: Ladies' dust coats, in crash 29/6, pure linen 32/6, Shantung silk 79/-; nothing more suitable for motoring during the summer. Beautiful underwear, 3/6 and 5/6; pure wool undervests, 5/6, 7/6, large sizes. New hosiery, costumes and frocks.—Advt. In the end he went to the dentist and had the tooth extracted. True, the pain was gone, but so has the tooth! If he had applied a little of Baxter's Magic Nervine the pain would have disappeared just as quickly. Nervine stops the pain because it kills the nerve. Obtainable all chemists and stores. Price 1/6 everywhere, or post free from Buckingham's Pty., Box 1247, Wellington. Money back if not satisfied.—Advt.: [810, 1403, 948, 1673]
- tide-cell: 22: [370, 135, 381, 146]
- advert-text: ISABEL F. BALK, Ph.C., Palmer Graduate Chiropractor, 88 HIGH STREET, HAWERA.: [197, 1805, 349, 1842]
- notice-heading: MAIL NOTICES.: [378, 267, 478, 283]
- article-subheading: MONTHLY MEETING.: [827, 658, 930, 669]
- article-subheading: FREE USE OF BATHS.: [676, 1140, 779, 1151]
- tide-row: [360, 233, 497, 245]
- tide-cell: Sat.: [403, 172, 418, 183]
- advert-text: C. H. HUSTED, P.I.A.N.Z.—A.P.A. (N.Z.) PUBLIC ACCOUNTANT AND AUDITOR, 142 High Street, Hawera. Agent: The Standard Insurance Co., Ltd. Established 1874.: [197, 1858, 349, 1932]
- advert-text: FOR MEN'S CLOTHING, OVERCOATS, HATS, CAPS, SHIRTS, TIES E. H. HARROP: [208, 2086, 338, 2122]
- advert-box: [197, 648, 348, 978]
- article-heading: OFFICIAL CLOSING DAY.: [963, 1250, 1090, 1280]
- article-subheading: BUCKRELL'S, HAWERA.: [818, 1389, 940, 1400]
- article-heading: OUTRED'S.: [692, 1773, 763, 1789]
- article-text: J. C. Smith gives final reminder of sale of furniture and effects which he will sell to-morrow at the house, Weld street, Normanby, on account of Mrs F. White. The sale will commence at 1.30 p.m. and full list will be found in our advertising columns.: [958, 1558, 1096, 1668]
- advert-heading: ECONOMIC: [235, 2069, 311, 2085]
- advert-heading: FUNERAL DIRECTORS: [201, 1950, 345, 1966]
- article-subheading: AGAINST SCOUTS' HALL SITE.: [818, 123, 939, 146]
- columns: [30, 48, 1100, 2151]
- advert-heading: SUPPORT LOCAL INDUSTRY, TEA AND LOLLIE SHOP.: [46, 255, 176, 299]
- article-subheading: "A POSSIBLE DISTURBANCE.": [839, 82, 919, 105]
- advert-text: 7-ROOMED HOUSE and two sections situated in Princes Street. Price £1400, or would take smaller house in part payment.: [35, 998, 187, 1046]
- tide-cell: Thurs.: [398, 233, 423, 244]
- tide-cell: 28: [370, 208, 381, 219]
- advert-text: ACRES—We have had placed in our hands for sale one of the finest farms in Taranaki, situated 2½ miles from Hawera; carry 3 ewes to the acre; 2-roomed whare and good woolshed; all well fenced and divided into seventeen paddocks. Price, £25 per acre, with £3000 cash, for the goodwill of lease. Rent £1 per acre, with right of renewal. This is all flat to gentle rolling slopes; 800 acres of back country can be had at 5/- per acre lease, and would work in well with this place. Reason for selling, ill-health of owner. See us at once about this. This place is on the market for a fortnight only.—Laurenson & Innes, Agents.: [35, 586, 187, 820]
- notice-text: CUNNINGHAM.—At Manaia, on 20th October, 1924, William, dearly beloved husband of Ann Cunningham, Normanby Road, Manaia; aged 84 years. Deeply regretted. (New Plymouth papers please copy.): [359, 475, 497, 560]
- tide-col-header: Day.: [401, 110, 420, 121]
- advert-text: Regular Fortnightly Sailings alternately by the CANADIAN-AUSTRALASIAN ROYAL MAIL LINE From Auckland, via Fiji, Honolulu, and Vancouver. And the UNION ROYAL MAIL LINE From Wellington, via Rarotonga, Tahiti and San Francisco. Excursions to Honolulu. Particulars on application. Apply— UNION STEAM SHIP CO. OF N.Z. LIMITED.: [202, 90, 344, 249]
